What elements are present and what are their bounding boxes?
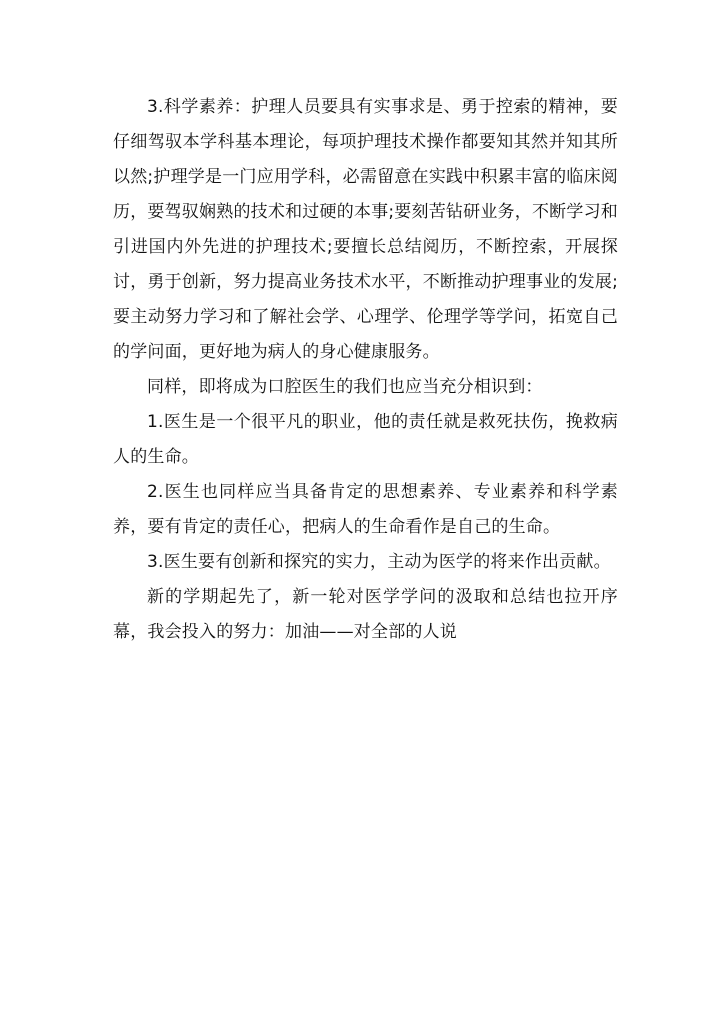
paragraph-intro: 同样，即将成为口腔医生的我们也应当充分相识到： <box>147 377 543 397</box>
paragraph-scientific-literacy: 3.科学素养：护理人员要具有实事求是、勇于控索的精神，要仔细驾驭本学科基本理论，每项护理技术操作都要知其然并知其所以然;护理学是一门应用学科，必需留意在实践中积累丰富的临床阅历，要驾驭娴熟的技术和过硬的本事;要刻苦钻研业务，不断学习和引进国内外先进的护理技术;要擅长总结阅历，不断控索，开展探讨，勇于创新，努力提高业务技术水平，不断推动护理事业的发展;要主动努力学习和了解社会学、心理学、伦理学等学问，拓宽自己的学问面，更好地为病人的身心健康服务。 <box>113 97 618 362</box>
paragraph-closing: 新的学期起先了，新一轮对医学学问的汲取和总结也拉开序幕，我会投入的努力：加油——对全部的人说 <box>113 587 618 642</box>
paragraph-point-3: 3.医生要有创新和探究的实力，主动为医学的将来作出贡献。 <box>147 552 611 572</box>
paragraph-point-2: 2.医生也同样应当具备肯定的思想素养、专业素养和科学素养，要有肯定的责任心，把病人的生命看作是自己的生命。 <box>113 482 618 537</box>
paragraph-point-1: 1.医生是一个很平凡的职业，他的责任就是救死扶伤，挽救病人的生命。 <box>113 412 618 467</box>
document-body <box>113 90 618 650</box>
